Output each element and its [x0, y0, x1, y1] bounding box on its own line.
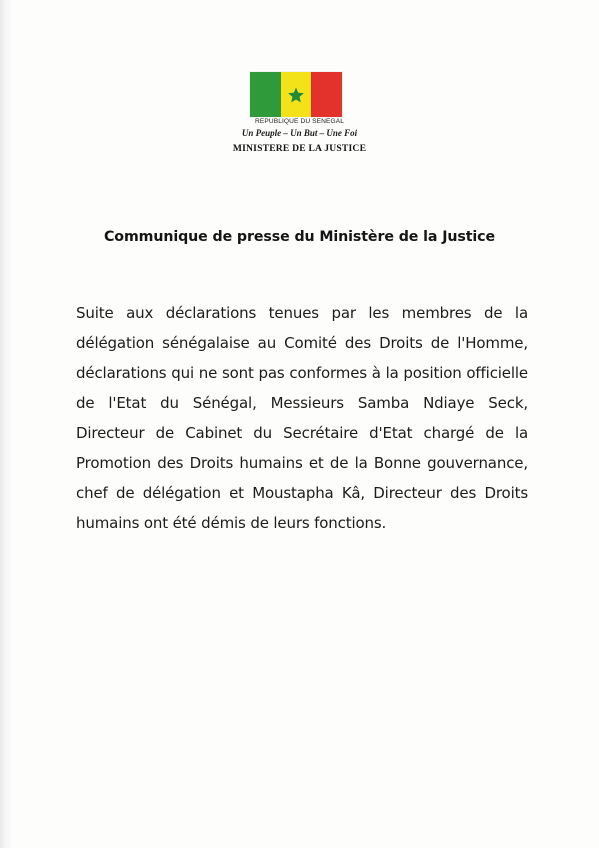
star-icon	[287, 86, 305, 104]
document-title: Communique de presse du Ministère de la Justice	[104, 229, 495, 245]
flag-green-band	[250, 72, 281, 117]
document-body: Suite aux déclarations tenues par les membres de la délégation sénégalaise au Comité des Droits de l'Homme, déclarations qui ne sont pas conformes à la position officielle de l'Etat du Sénégal, Messieurs Samba Ndiaye Seck, Directeur de Cabinet du Secrétaire d'Etat chargé de la Promotion des Droits humains et de la Bonne gouvernance, chef de délégation et Moustapha Kâ, Directeur des Droits humains ont été démis de leurs fonctions.	[76, 304, 528, 532]
country-name: REPUBLIQUE DU SENEGAL	[255, 118, 344, 125]
flag-yellow-band	[281, 72, 312, 117]
ministry-name: MINISTERE DE LA JUSTICE	[232, 143, 367, 154]
senegal-flag	[250, 72, 342, 117]
flag-red-band	[311, 72, 342, 117]
national-motto: Un Peuple – Un But – Une Foi	[241, 128, 358, 138]
